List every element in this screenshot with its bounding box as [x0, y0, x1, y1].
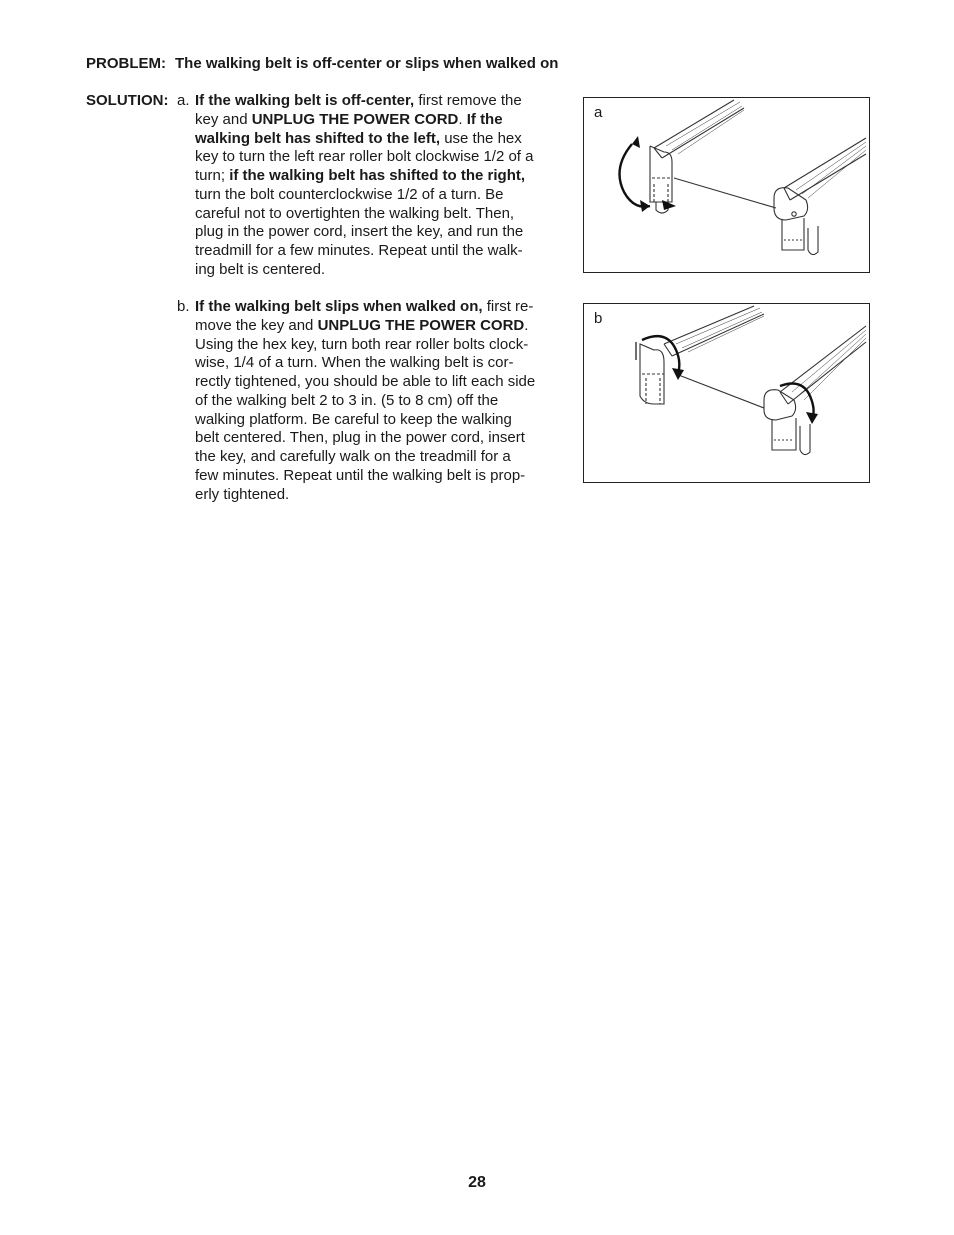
text-run: turn the bolt counterclockwise 1/2 of a turn. Be	[195, 185, 504, 203]
text-run: careful not to overtighten the walking belt. Then,	[195, 204, 515, 222]
text-run: move the key and	[195, 316, 318, 334]
step-line	[195, 354, 553, 373]
bold-run: walking belt has shifted to the left,	[195, 129, 441, 147]
bold-run: If the	[466, 110, 503, 128]
text-run: first remove the	[414, 92, 522, 109]
text-run: wise, 1/4 of a turn. When the walking belt is cor-	[195, 354, 514, 372]
text-run: plug in the power cord, insert the key, and run the	[195, 223, 524, 241]
text-run: treadmill for a few minutes. Repeat until the walk-	[195, 242, 523, 259]
step-line	[195, 486, 553, 505]
step-line	[195, 130, 553, 149]
step-line	[195, 242, 553, 261]
text-run: walking platform. Be careful to keep the walking	[195, 410, 512, 428]
bold-run: UNPLUG THE POWER CORD	[251, 110, 459, 128]
step-line	[195, 148, 553, 167]
step-line	[195, 261, 553, 280]
problem-heading	[86, 55, 558, 72]
text-run: .	[524, 316, 529, 334]
figure-b-label: b	[594, 310, 603, 327]
text-run: of the walking belt 2 to 3 in. (5 to 8 cm) off the	[195, 391, 499, 409]
bold-run: If the walking belt is off-center,	[195, 92, 415, 109]
text-run: use the hex	[440, 129, 522, 147]
text-run: the key, and carefully walk on the treadmill for a	[195, 448, 511, 465]
figure-a	[583, 97, 870, 273]
step-a-letter: a.	[177, 92, 190, 109]
step-b-letter: b.	[177, 298, 190, 315]
bold-run: UNPLUG THE POWER CORD	[317, 316, 525, 334]
step-line	[195, 448, 553, 467]
problem-label: PROBLEM:	[86, 55, 166, 72]
step-line	[195, 92, 553, 111]
text-run: .	[458, 110, 467, 128]
step-line	[195, 411, 553, 430]
treadmill-rear-roller-illustration-a	[584, 98, 869, 272]
bold-run: if the walking belt has shifted to the right,	[229, 167, 526, 184]
step-line	[195, 111, 553, 130]
step-line	[195, 392, 553, 411]
text-run: belt centered. Then, plug in the power cord, insert	[195, 429, 525, 447]
step-line	[195, 429, 553, 448]
text-run: key and	[195, 110, 252, 128]
figure-b	[583, 303, 870, 483]
text-run: key to turn the left rear roller bolt clockwise 1/2 of a	[195, 148, 534, 166]
step-b-text	[195, 298, 553, 504]
text-run: Using the hex key, turn both rear roller bolts clock-	[195, 335, 529, 353]
step-line	[195, 186, 553, 205]
step-line	[195, 167, 553, 186]
step-a-text	[195, 92, 553, 280]
treadmill-rear-roller-illustration-b	[584, 304, 869, 482]
text-run: rectly tightened, you should be able to lift each side	[195, 373, 536, 390]
bold-run: If the walking belt slips when walked on,	[195, 298, 483, 315]
text-run: turn;	[195, 167, 230, 184]
step-line	[195, 223, 553, 242]
text-run: first re-	[482, 298, 534, 315]
step-line	[195, 467, 553, 486]
text-run: ing belt is centered.	[195, 260, 326, 278]
figure-a-label: a	[594, 104, 603, 121]
step-line	[195, 373, 553, 392]
step-line	[195, 298, 553, 317]
solution-label: SOLUTION:	[86, 92, 169, 109]
page-number: 28	[468, 1174, 486, 1191]
step-line	[195, 205, 553, 224]
text-run: few minutes. Repeat until the walking belt is prop-	[195, 466, 526, 484]
problem-text: The walking belt is off-center or slips when walked on	[175, 55, 559, 72]
step-line	[195, 336, 553, 355]
text-run: erly tightened.	[195, 485, 290, 503]
step-line	[195, 317, 553, 336]
